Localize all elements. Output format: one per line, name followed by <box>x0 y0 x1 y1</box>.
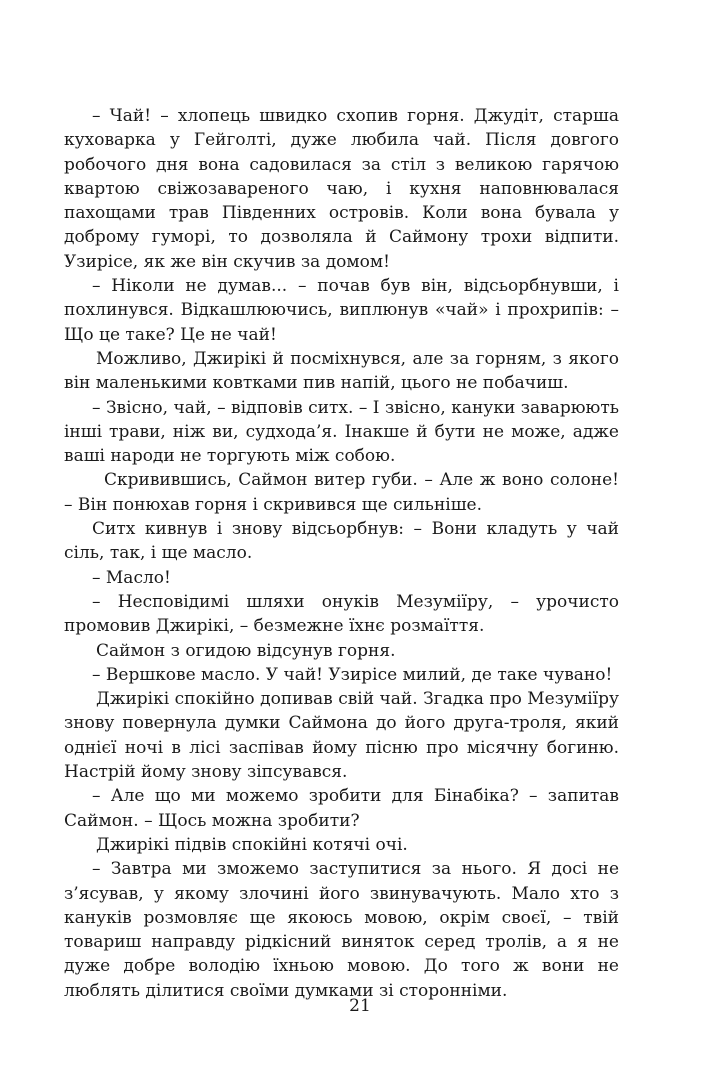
page-number: 21 <box>349 996 371 1016</box>
paragraph: – Масло! <box>92 567 171 588</box>
paragraph: – Чай! – хлопець швидко схопив горня. Джудіт, старша куховарка у Гейголті, дуже любила чай. Після довгого робочого дня вона садовилася за стіл з великою гарячою квартою свіжозавареного чаю, і кухня наповнювалася пахощами трав Південних островів. Коли вона бувала у доброму гуморі, то дозволяла й Саймону трохи відпити. Узирісе, як же він скучив за домом! <box>64 106 619 272</box>
paragraph: – Ніколи не думав... – почав був він, відсьорбнувши, і похлинувся. Відкашлюючись, виплюнув «чай» і прохрипів: – Що це таке? Це не чай! <box>64 276 619 345</box>
paragraph: Ситх кивнув і знову відсьорбнув: – Вони кладуть у чай сіль, так, і ще масло. <box>64 519 619 564</box>
paragraph: Джирікі спокійно допивав свій чай. Згадка про Мезуміїру знову повернула думки Саймона до його друга-троля, який однієї ночі в лісі заспівав йому пісню про місячну богиню. Настрій йому знову зіпсувався. <box>64 689 619 783</box>
paragraph: Саймон з огидою відсунув горня. <box>96 640 396 661</box>
body-text <box>64 104 619 1003</box>
paragraph: – Завтра ми зможемо заступитися за нього. Я досі не з’ясував, у якому злочині його звинувачують. Мало хто з кануків розмовляє ще якоюсь мовою, окрім своєї, – твій товариш направду рідкісний виняток серед тролів, а я не дуже добре володію їхньою мовою. До того ж вони не люблять ділитися своїми думками зі сторонніми. <box>64 859 619 1001</box>
paragraph: – Звісно, чай, – відповів ситх. – І звісно, кануки заварюють інші трави, ніж ви, судхода’я. Інакше й бути не може, адже ваші народи не торгують між собою. <box>64 397 619 467</box>
paragraph: – Несповідимі шляхи онуків Мезуміїру, – урочисто промовив Джирікі, – безмежне їхнє розмаїття. <box>64 591 619 637</box>
paragraph: – Але що ми можемо зробити для Бінабіка? – запитав Саймон. – Щось можна зробити? <box>64 786 619 831</box>
paragraph: Джирікі підвів спокійні котячі очі. <box>96 834 408 855</box>
paragraph: Скривившись, Саймон витер губи. – Але ж воно солоне! – Він понюхав горня і скривився ще сильніше. <box>64 470 619 515</box>
paragraph: Можливо, Джирікі й посміхнувся, але за горням, з якого він маленькими ковтками пив напій, цього не побачиш. <box>64 348 619 394</box>
paragraph: – Вершкове масло. У чай! Узирісе милий, де таке чувано! <box>92 664 613 685</box>
